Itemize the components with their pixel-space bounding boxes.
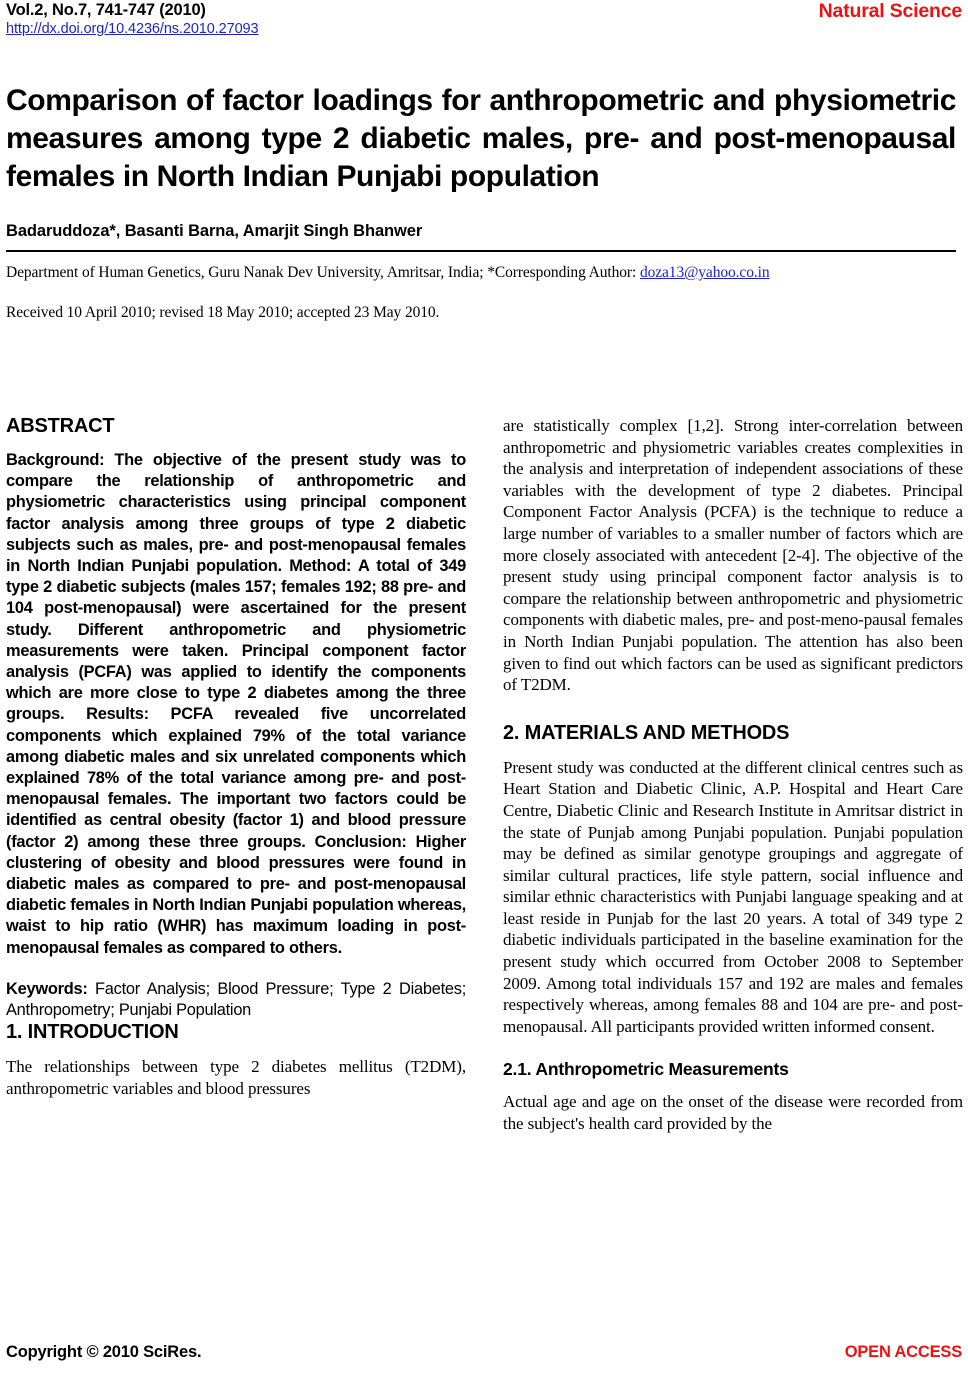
doi-link[interactable]: http://dx.doi.org/10.4236/ns.2010.27093	[6, 21, 259, 37]
keywords-text: Factor Analysis; Blood Pressure; Type 2 Diabetes; Anthropometry; Punjabi Population	[6, 979, 466, 1020]
anthropometric-measurements-heading: 2.1. Anthropometric Measurements	[503, 1059, 789, 1080]
two-column-body	[6, 415, 962, 1315]
author-list: Badaruddoza*, Basanti Barna, Amarjit Singh Bhanwer	[6, 222, 423, 240]
introduction-paragraph: The relationships between type 2 diabetes mellitus (T2DM), anthropometric variables and blood pressures	[6, 1057, 466, 1098]
affiliation	[6, 263, 962, 283]
materials-and-methods-paragraph: Present study was conducted at the different clinical centres such as Heart Station and Diabetic Clinic, A.P. Hospital and Heart Care Centre, Diabetic Clinic and Research Institute in Amritsar district in the state of Punjab among Punjabi population. Punjabi population may be defined as similar genotype groupings and aggregate of similar cultural practices, life style pattern, social influence and similar ethnic characteristics with Punjabi language speaking and at least reside in Punjab for the last 20 years. A total of 349 type 2 diabetic individuals participated in the baseline examination for the present study which occurred from October 2008 to September 2009. Among total individuals 157 and 192 are males and females respectively whereas, among females 88 and 104 are pre- and post-menopausal. All participants provided written informed consent.	[503, 757, 963, 1036]
materials-and-methods-heading: 2. MATERIALS AND METHODS	[503, 721, 790, 744]
copyright-notice: Copyright © 2010 SciRes.	[6, 1343, 202, 1361]
keywords-label: Keywords:	[6, 979, 88, 998]
received-revised-accepted-dates: Received 10 April 2010; revised 18 May 2010; accepted 23 May 2010.	[6, 304, 440, 321]
running-head	[6, 0, 962, 46]
header-divider	[6, 250, 956, 252]
paper-header-block	[6, 0, 962, 322]
journal-name: Natural Science	[818, 0, 962, 22]
abstract-text: Background: The objective of the present study was to compare the relationship of anthropometric and physiometric characteristics using principal component factor analysis among three groups of type 2 diabetic subjects such as males, pre- and post-menopausal females in North Indian Punjabi population. Method: A total of 349 type 2 diabetic subjects (males 157; females 192; 88 pre- and 104 post-menopausal) were ascertained for the present study. Different anthropometric and physiometric measurements were taken. Principal component factor analysis (PCFA) was applied to identify the components which are more close to type 2 diabetes among the three groups. Results: PCFA revealed five uncorrelated components which explained 79% of the total variance among diabetic males and six unrelated components which explained 78% of the total variance among pre- and post-menopausal females. The important two factors could be identified as central obesity (factor 1) and blood pressure (factor 2) among these three groups. Conclusion: Higher clustering of obesity and blood pressures were found in diabetic males as compared to pre- and post-menopausal diabetic females in North Indian Punjabi population whereas, waist to hip ratio (WHR) has maximum loading in post-menopausal females as compared to others.	[6, 451, 466, 957]
abstract-heading: ABSTRACT	[6, 415, 115, 437]
introduction-heading: 1. INTRODUCTION	[6, 1021, 179, 1044]
affiliation-text: Department of Human Genetics, Guru Nanak Dev University, Amritsar, India; *Corresponding Author:	[6, 264, 640, 281]
page-title: Comparison of factor loadings for anthropometric and physiometric measures among type 2 diabetic males, pre- and post-menopausal females in North Indian Punjabi population	[6, 84, 956, 193]
right-column	[503, 415, 963, 1135]
open-access-badge: OPEN ACCESS	[844, 1343, 962, 1361]
anthropometric-measurements-paragraph: Actual age and age on the onset of the disease were recorded from the subject's health card provided by the	[503, 1092, 963, 1134]
left-column	[6, 415, 466, 1099]
keywords	[6, 979, 466, 1021]
volume-issue-line: Vol.2, No.7, 741-747 (2010)	[6, 1, 206, 19]
introduction-continuation-paragraph: are statistically complex [1,2]. Strong inter-correlation between anthropometric and physiometric variables creates complexities in the analysis and interpretation of independent associations of these variables with the development of type 2 diabetes. Principal Component Factor Analysis (PCFA) is the technique to reduce a large number of variables to a smaller number of factors which are more closely associated with antecedent [2-4]. The objective of the present study using principal component factor analysis is to compare the relationship between anthropometric and physiometric components with diabetic males, pre- and post-meno-pausal females in North Indian Punjabi population. The attention has also been given to find out which factors can be used as significant predictors of T2DM.	[503, 416, 963, 695]
corresponding-author-email[interactable]: doza13@yahoo.co.in	[639, 264, 770, 281]
